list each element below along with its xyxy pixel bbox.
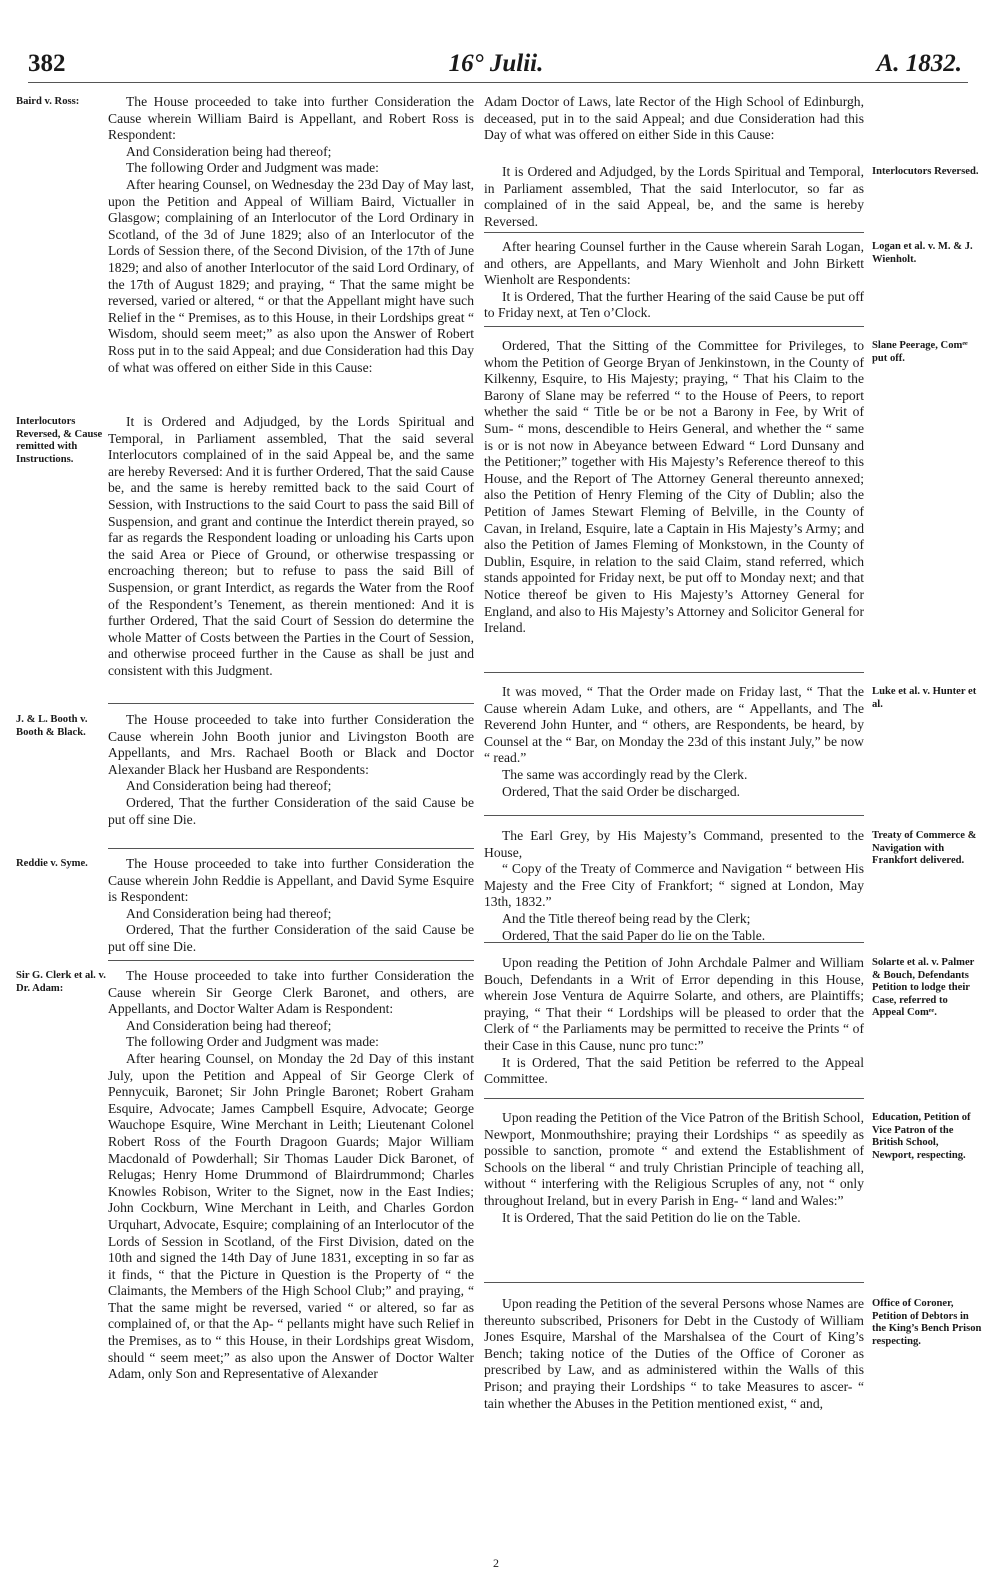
margin-note: Interlocutors Reversed. <box>872 166 979 177</box>
paragraph: It is Ordered and Adjudged, by the Lords Spiritual and Temporal, in Parliament assembled, That the said Interlocutor, so far as complained of in the said Appeal, be, and the same is hereby Reversed. <box>484 164 864 229</box>
paragraph: After hearing Counsel, on Wednesday the 23d Day of May last, upon the Petition and Appeal of William Baird, Victualler in Glasgow; complaining of an Interlocutor of the Lord Ordinary in Scotland, of the 3d of June 1829; also of an Interlocutor of the Lords of Session there, of the Second Division, of the 17th of June 1829; and also of another Interlocutor of the said Lord Ordinary, of the 17th of August 1829; and praying, “ That the same might be reversed, varied or altered, “ or that the Appellant might have such Relief in the “ Premises, as to this House, in their Lordships great “ Wisdom, should seem meet;” as also upon the Answer of Robert Ross put in to the said Appeal; and due Consideration had this Day of what was offered on either Side in this Cause: <box>108 176 474 375</box>
page-number: 382 <box>28 50 66 77</box>
entry-education-newport <box>484 1110 864 1226</box>
paragraph: And Consideration being had thereof; <box>126 143 332 159</box>
page-year: A. 1832. <box>876 50 962 77</box>
paragraph: Upon reading the Petition of the several Persons whose Names are thereunto subscribed, Prisoners for Debt in the Custody of William Jones Esquire, Marshal of the Marshalsea of the Court of King’s Bench; taking notice of the Duties of the Office of Coroner as prescribed by Law, and as administered within the Walls of this Prison; and praying their Lordships “ to take Measures to ascer- “ tain whether the Abuses in the Petition mentioned exist, “ and, <box>484 1296 864 1411</box>
margin-note: Luke et al. v. Hunter et al. <box>872 686 977 710</box>
section-rule <box>108 848 474 849</box>
paragraph: It is Ordered, That the said Petition do lie on the Table. <box>502 1209 801 1225</box>
paragraph: Adam Doctor of Laws, late Rector of the High School of Edinburgh, deceased, put in to the said Appeal; and due Consideration had this Day of what was offered on either Side in this Cause: <box>484 94 864 143</box>
paragraph: It is Ordered, That the said Petition be referred to the Appeal Committee. <box>484 1054 864 1087</box>
paragraph: The same was accordingly read by the Clerk. <box>502 766 748 782</box>
entry-adam-continued <box>484 94 864 144</box>
entry-interlocutor-reversed <box>484 164 864 230</box>
paragraph: It is Ordered and Adjudged, by the Lords Spiritual and Temporal, in Parliament assembled, That the said several Interlocutors complained of in the said Appeal be, and the same are hereby Reversed: And it is further Ordered, That the said Cause be, and the same is hereby remitted back to the said Court of Session, with Instructions to the said Court to pass the said Bill of Suspension, and grant and continue the Interdict therein prayed, so far as regards the Respondent loading or unloading his Carts upon the said Area or Piece of Ground, or otherwise trespassing or encroaching thereon; but to refuse to pass the said Bill of Suspension, or grant Interdict, as regards the Water from the Roof of the Respondent’s Tenement, as therein mentioned: And it is further Ordered, That the said Court of Session do determine the whole Matter of Costs between the Parties in the Court of Session, and otherwise proceed further in the Cause as shall be just and consistent with this Judgment. <box>108 414 474 678</box>
entry-baird-v-ross <box>108 94 474 376</box>
signature-mark: 2 <box>493 1556 499 1570</box>
entry-solarte-v-palmer <box>484 955 864 1088</box>
page-header <box>0 50 992 90</box>
margin-note: Slane Peerage, Comᵉᵉ put off. <box>872 340 968 364</box>
margin-note: Interlocutors Reversed, & Cause remitted with Instructions. <box>16 416 103 465</box>
margin-note: Solarte et al. v. Palmer & Bouch, Defendants Petition to lodge their Case, referred to Appeal Comᵉᵉ. <box>872 957 975 1018</box>
margin-note: Sir G. Clerk et al. v. Dr. Adam: <box>16 970 106 994</box>
section-rule <box>484 326 864 327</box>
paragraph: “ Copy of the Treaty of Commerce and Navigation “ between His Majesty and the Free City of Frankfort; “ signed at London, May 13th, 1832.” <box>484 861 864 910</box>
header-rule <box>28 82 968 83</box>
paragraph: The House proceeded to take into further Consideration the Cause wherein Sir George Clerk Baronet, and others, are Appellants, and Doctor Walter Adam is Respondent: <box>108 968 474 1017</box>
paragraph: The House proceeded to take into further Consideration the Cause wherein William Baird is Appellant, and Robert Ross is Respondent: <box>108 94 474 143</box>
paragraph: And Consideration being had thereof; <box>126 778 332 794</box>
paragraph: Upon reading the Petition of John Archdale Palmer and William Bouch, Defendants in a Writ of Error depending in this House, wherein Jose Ventura de Aquirre Solarte, and others, are Plaintiffs; praying, “ That their “ Lordships will be pleased to order that the Clerk of “ the Parliaments may be permitted to receive the Prints “ of their Case in this Cause, nunc pro tunc:” <box>484 955 864 1053</box>
section-rule <box>484 1282 864 1283</box>
entry-slane-peerage <box>484 338 864 637</box>
margin-note: Treaty of Commerce & Navigation with Frankfort delivered. <box>872 830 977 866</box>
section-rule <box>484 232 864 233</box>
paragraph: After hearing Counsel further in the Cause wherein Sarah Logan, and others, are Appellants, and Mary Wienholt and John Birkett Wienholt are Respondents: <box>484 239 864 288</box>
paragraph: The following Order and Judgment was made: <box>126 1034 379 1050</box>
entry-treaty-frankfort <box>484 828 864 944</box>
paragraph: Ordered, That the said Order be discharged. <box>502 783 741 799</box>
margin-note: Logan et al. v. M. & J. Wienholt. <box>872 241 973 265</box>
section-rule <box>108 960 474 961</box>
entry-interlocutors-reversed <box>108 414 474 680</box>
paragraph: And the Title thereof being read by the Clerk; <box>502 910 751 926</box>
margin-note: Baird v. Ross: <box>16 96 80 107</box>
margin-note: J. & L. Booth v. Booth & Black. <box>16 714 88 738</box>
paragraph: It is Ordered, That the further Hearing of the said Cause be put off to Friday next, at Ten o’Clock. <box>484 288 864 321</box>
paragraph: The House proceeded to take into further Consideration the Cause wherein John Booth junior and Livingston Booth are Appellants, and Mrs. Rachael Booth or Black and Doctor Alexander Black her Husband are Respondents: <box>108 712 474 777</box>
section-rule <box>484 672 864 673</box>
paragraph: It was moved, “ That the Order made on Friday last, “ That the Cause wherein Adam Luke, and others, are “ Appellants, and The Reverend John Hunter, and “ others, are Respondents, be heard, by Counsel at the “ Bar, on Monday the 23d of this instant July,” be now “ read.” <box>484 684 864 766</box>
entry-reddie-v-syme <box>108 856 474 956</box>
paragraph: And Consideration being had thereof; <box>126 905 332 921</box>
entry-coroner-petition <box>484 1296 864 1412</box>
paragraph: Ordered, That the further Consideration of the said Cause be put off sine Die. <box>108 922 474 954</box>
margin-note: Education, Petition of Vice Patron of the British School, Newport, respecting. <box>872 1112 971 1161</box>
entry-clerk-v-adam <box>108 968 474 1383</box>
paragraph: After hearing Counsel, on Monday the 2d Day of this instant July, upon the Petition and Appeal of Sir George Clerk of Pennycuik, Baronet; Sir John Pringle Baronet; Robert Graham Esquire, Advocate; James Campbell Esquire, Advocate; George Wauchope Esquire, Wine Merchant in Leith; Lieutenant Colonel Robert Ross of the Fourth Dragoon Guards; Major William Macdonald of Powderhall; Sir Thomas Lauder Dick Baronet, of Relugas; Henry Home Drummond of Blairdrummond; Charles Knowles Robison, Writer to the Signet, now in the East Indies; John Cockburn, Wine Merchant in Leith, and Charles Gordon Urquhart, Advocate, Esquire; complaining of an Interlocutor of the Lords of Session in Scotland, of the First Division, dated on the 10th and signed the 14th Day of June 1831, excepting in so far as it finds, “ that the Picture in Question is the Property of “ the Claimants, the Members of the High School Club;” and praying, “ That the same might be reversed, varied “ or altered, so far as complained of, or that the Ap- “ pellants might have such Relief in the Premises, as to “ this House, in their Lordships great Wisdom, should “ seem meet;” as also upon the Answer of Doctor Walter Adam, only Son and Representative of Alexander <box>108 1050 474 1382</box>
paragraph: Upon reading the Petition of the Vice Patron of the British School, Newport, Monmouthshire; praying their Lordships “ as speedily as possible to sanction, promote “ and extend the Establishment of Schools on the liberal “ and truly Christian Principle of teaching all, without “ interfering with the Religious Scruples of any, not “ only throughout Ireland, but in every Parish in Eng- “ land and Wales:” <box>484 1110 864 1208</box>
entry-booth-v-booth <box>108 712 474 828</box>
section-rule <box>484 815 864 816</box>
section-rule <box>484 942 864 943</box>
page-date: 16° Julii. <box>448 50 544 77</box>
paragraph: Ordered, That the Sitting of the Committee for Privileges, to whom the Petition of George Bryan of Jenkinstown, in the County of Kilkenny, Esquire, to His Majesty; praying, “ That his Claim to the Barony of Slane may be referred “ to the House of Peers, to report whether the said “ Title be or be not a Barony in Fee, by Writ of Sum- “ mons, descendible to Heirs General, and whether the “ same is or is not now in Abeyance between Edward “ Lord Dunsany and the Petitioner;” together with His Majesty’s Reference thereof to this House, and the Report of The Attorney General thereunto annexed; also the Petition of Henry Fleming of the City of Dublin; also the Petition of James Stewart Fleming of Belville, in the County of Cavan, in Ireland, Esquire, late a Captain in His Majesty’s Army; and also the Petition of James Fleming of Monkstown, in the County of Dublin, Esquire, in relation to the said Claim, stand referred, which stands appointed for Friday next, be put off to Monday next; and that Notice thereof be given to His Majesty’s Attorney General for England, and also to His Majesty’s Attorney and Solicitor General for Ireland. <box>484 338 864 636</box>
section-rule <box>484 1098 864 1099</box>
paragraph: Ordered, That the said Paper do lie on the Table. <box>502 927 766 943</box>
paragraph: Ordered, That the further Consideration of the said Cause be put off sine Die. <box>108 794 474 827</box>
margin-note: Reddie v. Syme. <box>16 858 88 869</box>
entry-luke-v-hunter <box>484 684 864 800</box>
paragraph: And Consideration being had thereof; <box>126 1017 332 1033</box>
paragraph: The House proceeded to take into further Consideration the Cause wherein John Reddie is Appellant, and David Syme Esquire is Respondent: <box>108 856 474 905</box>
paragraph: The Earl Grey, by His Majesty’s Command, presented to the House, <box>484 828 864 860</box>
paragraph: The following Order and Judgment was made: <box>126 160 379 176</box>
margin-note: Office of Coroner, Petition of Debtors in the King’s Bench Prison respecting. <box>872 1298 982 1347</box>
entry-logan-v-wienholt <box>484 239 864 322</box>
section-rule <box>108 703 474 704</box>
